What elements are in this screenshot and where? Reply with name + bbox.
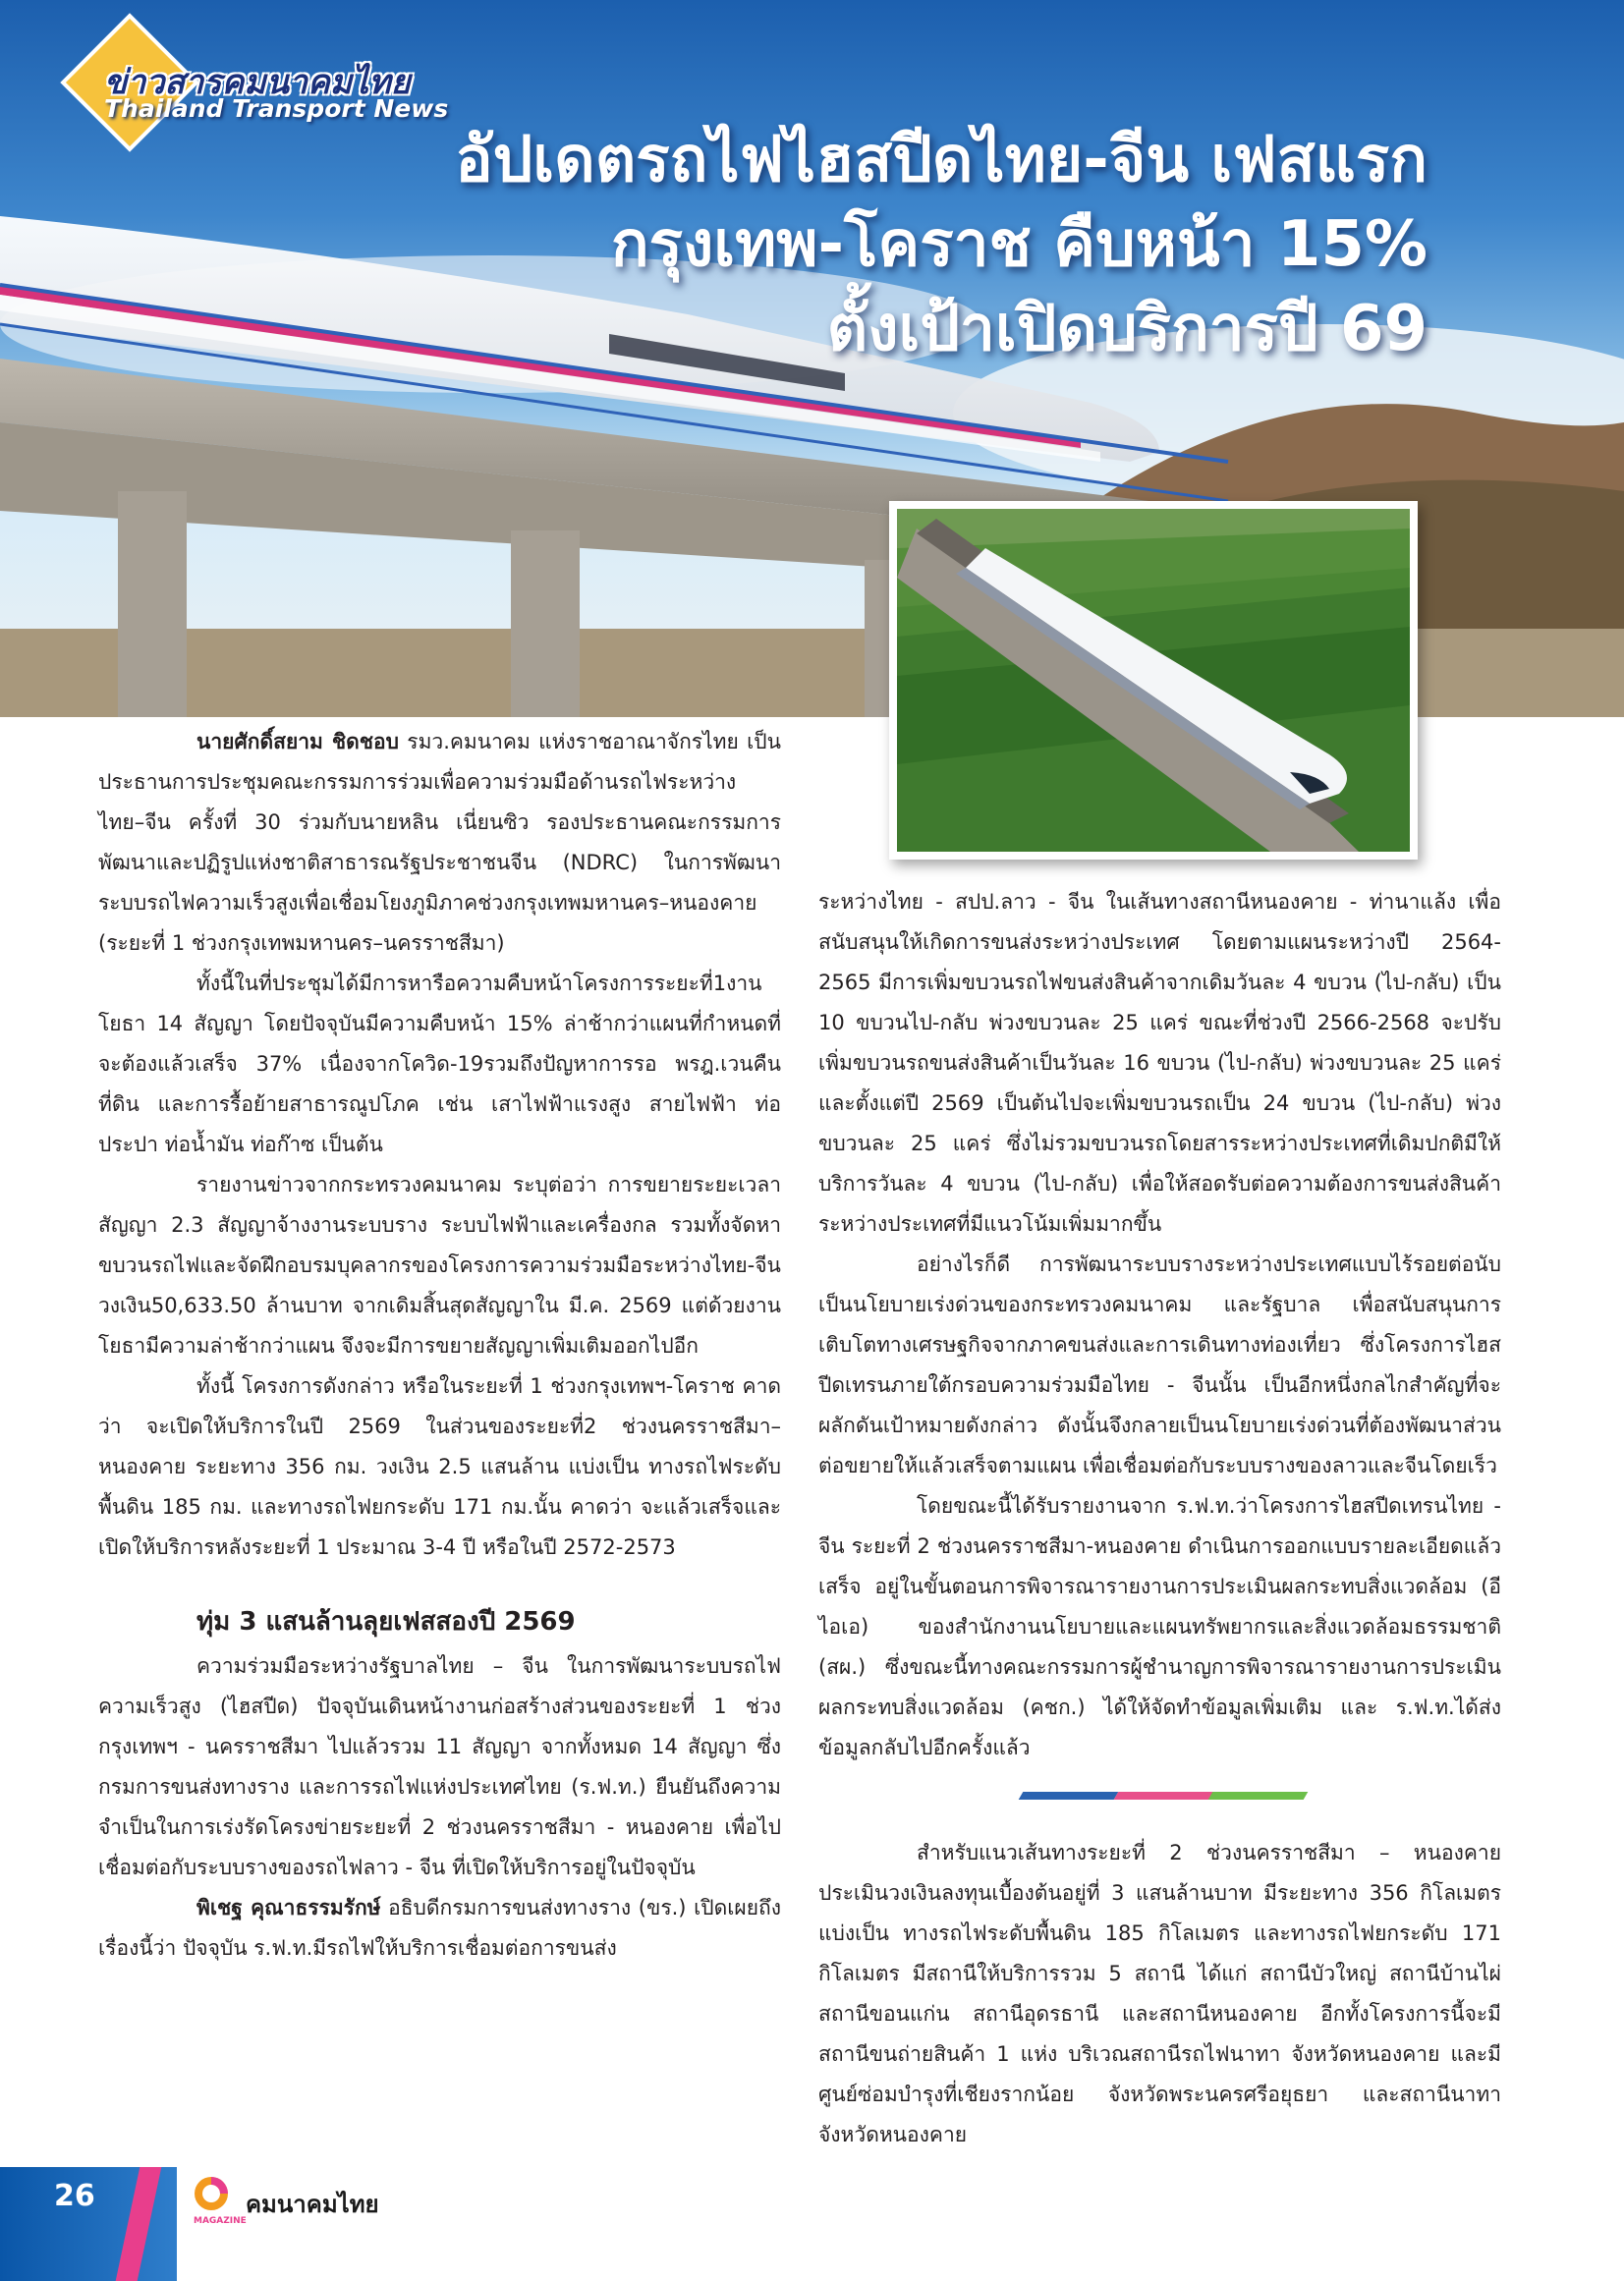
- headline-line-3: ตั้งเป้าเปิดบริการปี 69: [826, 293, 1428, 365]
- magazine-tag: MAGAZINE: [194, 2216, 247, 2226]
- headline-line-1: อัปเดตรถไฟไฮสปีดไทย-จีน เฟสแรก: [455, 124, 1428, 196]
- paragraph-text: อธิบดีกรมการขนส่งทางราง (ขร.) เปิดเผยถึงเรื่องนี้ว่า ปัจจุบัน ร.ฟ.ท.มีรถไฟให้บริการเชื่อมต่อการขนส่ง: [98, 1896, 781, 1960]
- paragraph: ทั้งนี้ในที่ประชุมได้มีการหารือความคืบหน้าโครงการระยะที่1งานโยธา 14 สัญญา โดยปัจจุบันมีความคืบหน้า 15% ล่าช้ากว่าแผนที่กำหนดที่จะต้องแล้วเสร็จ 37% เนื่องจากโควิด-19รวมถึงปัญหาการรอ พรฎ.เวนคืนที่ดิน และการรื้อย้ายสาธารณูปโภค เช่น เสาไฟฟ้าแรงสูง สายไฟฟ้า ท่อประปา ท่อน้ำมัน ท่อก๊าซ เป็นต้น: [98, 972, 781, 1156]
- paragraph: สำหรับแนวเส้นทางระยะที่ 2 ช่วงนครราชสีมา – หนองคาย ประเมินวงเงินลงทุนเบื้องต้นอยู่ที่ 3 แสนล้านบาท มีระยะทาง 356 กิโลเมตร แบ่งเป็น ทางรถไฟระดับพื้นดิน 185 กิโลเมตร และทางรถไฟยกระดับ 171 กิโลเมตร มีสถานีให้บริการรวม 5 สถานี ได้แก่ สถานีบัวใหญ่ สถานีบ้านไผ่ สถานีขอนแก่น สถานีอุดรธานี และสถานีหนองคาย อีกทั้งโครงการนี้จะมีสถานีขนถ่ายสินค้า 1 แห่ง บริเวณสถานีรถไฟนาทา จังหวัดหนองคาย และมีศูนย์ซ่อมบำรุงที่เชียงรากน้อย จังหวัดพระนครศรีอยุธยา และสถานีนาทา จังหวัดหนองคาย: [818, 1841, 1501, 2146]
- divider-segment-pink: [1113, 1792, 1212, 1800]
- brand-badge: [69, 29, 481, 147]
- paragraph-text: รมว.คมนาคม แห่งราชอาณาจักรไทย เป็นประธานการประชุมคณะกรรมการร่วมเพื่อความร่วมมือด้านรถไฟระหว่างไทย–จีน ครั้งที่ 30 ร่วมกับนายหลิน เนี่ยนซิว รองประธานคณะกรรมการพัฒนาและปฏิรูปแห่งชาติสาธารณรัฐประชาชนจีน (NDRC) ในการพัฒนาระบบรถไฟความเร็วสูงเพื่อเชื่อมโยงภูมิภาคช่วงกรุงเทพมหานคร–หนองคาย (ระยะที่ 1 ช่วงกรุงเทพมหานคร–นครราชสีมา): [98, 730, 781, 955]
- article-column-right: [818, 882, 1501, 2155]
- brand-english-title: Thailand Transport News: [104, 94, 449, 123]
- page-headline: [455, 118, 1428, 371]
- divider-segment-green: [1208, 1792, 1308, 1800]
- magazine-name: คมนาคมไทย: [246, 2191, 379, 2218]
- paragraph: ความร่วมมือระหว่างรัฐบาลไทย – จีน ในการพัฒนาระบบรถไฟความเร็วสูง (ไฮสปีด) ปัจจุบันเดินหน้างานก่อสร้างส่วนของระยะที่ 1 ช่วงกรุงเทพฯ - นครราชสีมา ไปแล้วรวม 11 สัญญา จากทั้งหมด 14 สัญญา ซึ่งกรมการขนส่งทางราง และการรถไฟแห่งประเทศไทย (ร.ฟ.ท.) ยืนยันถึงความจำเป็นในการเร่งรัดโครงข่ายระยะที่ 2 ช่วงนครราชสีมา - หนองคาย เพื่อไปเชื่อมต่อกับระบบรางของรถไฟลาว - จีน ที่เปิดให้บริการอยู่ในปัจจุบัน: [98, 1654, 781, 1879]
- inset-photo-frame: [889, 501, 1418, 860]
- paragraph: [98, 1888, 781, 1969]
- page-number: 26: [54, 2179, 95, 2213]
- person-name: นายศักดิ์สยาม ชิดชอบ: [196, 730, 399, 753]
- paragraph: อย่างไรก็ดี การพัฒนาระบบรางระหว่างประเทศแบบไร้รอยต่อนับเป็นนโยบายเร่งด่วนของกระทรวงคมนาคม และรัฐบาล เพื่อสนับสนุนการเติบโตทางเศรษฐกิจจากภาคขนส่งและการเดินทางท่องเที่ยว ซึ่งโครงการไฮสปีดเทรนภายใต้กรอบความร่วมมือไทย - จีนนั้น เป็นอีกหนึ่งกลไกสำคัญที่จะผลักดันเป้าหมายดังกล่าว ดังนั้นจึงกลายเป็นนโยบายเร่งด่วนที่ต้องพัฒนาส่วนต่อขยายให้แล้วเสร็จตามแผน เพื่อเชื่อมต่อกับระบบรางของลาวและจีนโดยเร็ว: [818, 1252, 1501, 1477]
- person-name: พิเชฐ คุณาธรรมรักษ์: [196, 1896, 381, 1919]
- paragraph: รายงานข่าวจากกระทรวงคมนาคม ระบุต่อว่า การขยายระยะเวลาสัญญา 2.3 สัญญาจ้างงานระบบราง ระบบไฟฟ้าและเครื่องกล รวมทั้งจัดหาขบวนรถไฟและจัดฝึกอบรมบุคลากรของโครงการความร่วมมือระหว่างไทย-จีน วงเงิน50,633.50 ล้านบาท จากเดิมสิ้นสุดสัญญาใน มี.ค. 2569 แต่ด้วยงานโยธามีความล่าช้ากว่าแผน จึงจะมีการขยายสัญญาเพิ่มเติมออกไปอีก: [98, 1173, 781, 1358]
- paragraph: [98, 722, 781, 964]
- color-divider: [1021, 1792, 1306, 1800]
- article-column-left: [98, 722, 781, 1969]
- paragraph: ทั้งนี้ โครงการดังกล่าว หรือในระยะที่ 1 ช่วงกรุงเทพฯ-โคราช คาดว่า จะเปิดให้บริการในปี 2569 ในส่วนของระยะที่2 ช่วงนครราชสีมา–หนองคาย ระยะทาง 356 กม. วงเงิน 2.5 แสนล้าน แบ่งเป็น ทางรถไฟระดับพื้นดิน 185 กม. และทางรถไฟยกระดับ 171 กม.นั้น คาดว่า จะแล้วเสร็จและเปิดให้บริการหลังระยะที่ 1 ประมาณ 3-4 ปี หรือในปี 2572-2573: [98, 1374, 781, 1559]
- paragraph: ระหว่างไทย - สปป.ลาว - จีน ในเส้นทางสถานีหนองคาย - ท่านาแล้ง เพื่อสนับสนุนให้เกิดการขนส่งระหว่างประเทศ โดยตามแผนระหว่างปี 2564-2565 มีการเพิ่มขบวนรถไฟขนส่งสินค้าจากเดิมวันละ 4 ขบวน (ไป-กลับ) เป็น 10 ขบวนไป-กลับ พ่วงขบวนละ 25 แคร่ ขณะที่ช่วงปี 2566-2568 จะปรับเพิ่มขบวนรถขนส่งสินค้าเป็นวันละ 16 ขบวน (ไป-กลับ) พ่วงขบวนละ 25 แคร่ และตั้งแต่ปี 2569 เป็นต้นไปจะเพิ่มขบวนรถเป็น 24 ขบวน (ไป-กลับ) พ่วงขบวนละ 25 แคร่ ซึ่งไม่รวมขบวนรถโดยสารระหว่างประเทศที่เดิมปกติมีให้บริการวันละ 4 ขบวน (ไป-กลับ) เพื่อให้สอดรับต่อความต้องการขนส่งสินค้าระหว่างประเทศที่มีแนวโน้มเพิ่มมากขึ้น: [818, 890, 1501, 1236]
- inset-train-photo: [897, 509, 1410, 852]
- section-subheading: ทุ่ม 3 แสนล้านลุยเฟสสองปี 2569: [196, 1607, 576, 1637]
- paragraph: โดยขณะนี้ได้รับรายงานจาก ร.ฟ.ท.ว่าโครงการไฮสปีดเทรนไทย - จีน ระยะที่ 2 ช่วงนครราชสีมา-หนองคาย ดำเนินการออกแบบรายละเอียดแล้วเสร็จ อยู่ในขั้นตอนการพิจารณารายงานการประเมินผลกระทบสิ่งแวดล้อม (อีไอเอ) ของสำนักงานนโยบายและแผนทรัพยากรและสิ่งแวดล้อมธรรมชาติ (สผ.) ซึ่งขณะนี้ทางคณะกรรมการผู้ชำนาญการพิจารณารายงานการประเมินผลกระทบสิ่งแวดล้อม (คชก.) ได้ให้จัดทำข้อมูลเพิ่มเติม และ ร.ฟ.ท.ได้ส่งข้อมูลกลับไปอีกครั้งแล้ว: [818, 1494, 1501, 1759]
- brand-thai-title: ข่าวสารคมนาคมไทย: [104, 63, 411, 102]
- headline-line-2: กรุงเทพ-โคราช คืบหน้า 15%: [610, 208, 1428, 281]
- magazine-logo-icon: [192, 2174, 231, 2217]
- divider-segment-blue: [1019, 1792, 1118, 1800]
